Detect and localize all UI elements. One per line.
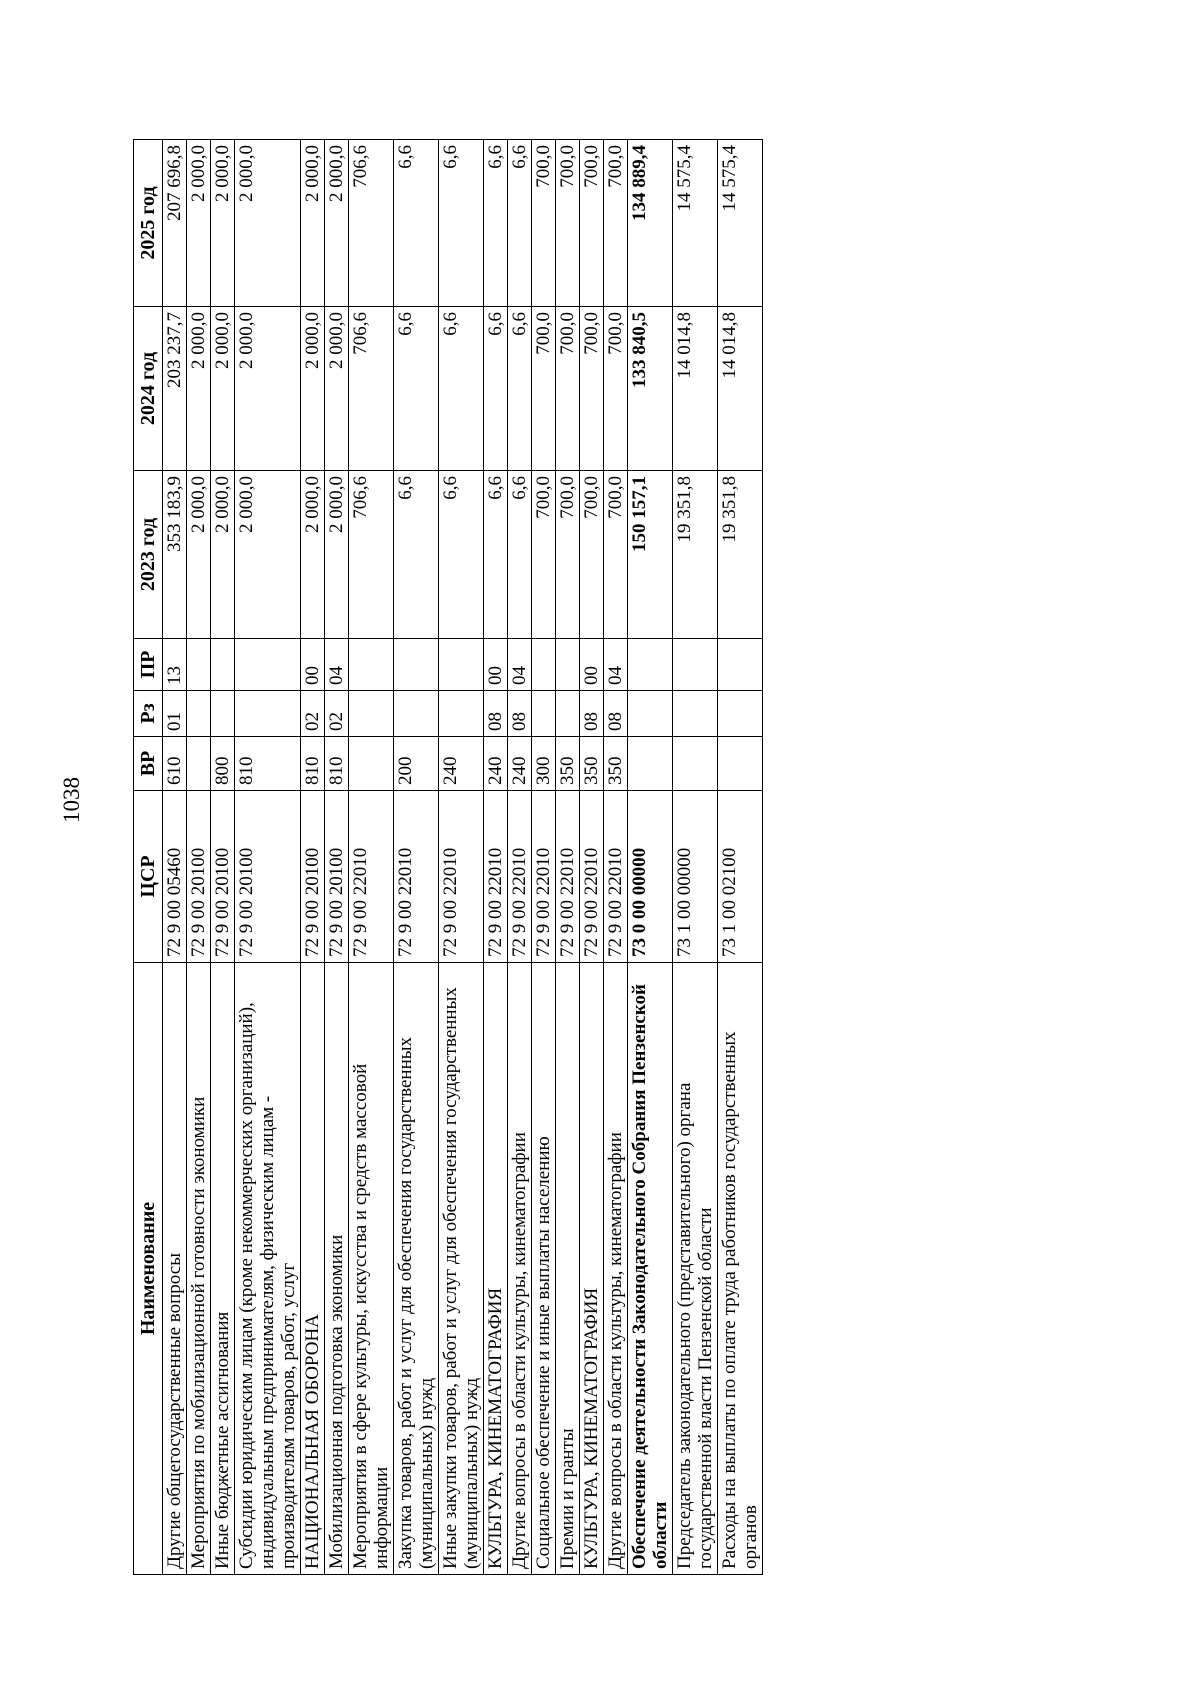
cell-2023: 2 000,0 xyxy=(211,471,235,639)
cell-pr xyxy=(532,639,556,691)
cell-2024: 2 000,0 xyxy=(211,307,235,471)
cell-2023: 2 000,0 xyxy=(325,471,349,639)
table-row xyxy=(484,140,508,1575)
header-2023: 2023 год xyxy=(134,471,163,639)
table-row xyxy=(325,140,349,1575)
cell-name: Закупка товаров, работ и услуг для обеспечения государственных (муниципальных) нужд xyxy=(394,963,439,1575)
cell-2023: 353 183,9 xyxy=(163,471,187,639)
cell-2023: 706,6 xyxy=(349,471,394,639)
cell-rz xyxy=(532,691,556,737)
cell-rz: 01 xyxy=(163,691,187,737)
header-vr: ВР xyxy=(134,737,163,791)
cell-pr: 13 xyxy=(163,639,187,691)
cell-2025: 2 000,0 xyxy=(235,140,301,307)
cell-2023: 2 000,0 xyxy=(187,471,211,639)
cell-csr: 72 9 00 20100 xyxy=(187,791,211,963)
cell-2024: 700,0 xyxy=(604,307,628,471)
table-row xyxy=(718,140,763,1575)
cell-2023: 19 351,8 xyxy=(673,471,718,639)
cell-2024: 700,0 xyxy=(532,307,556,471)
table-container xyxy=(133,140,968,1575)
cell-2025: 2 000,0 xyxy=(211,140,235,307)
cell-2024: 2 000,0 xyxy=(187,307,211,471)
cell-rz xyxy=(718,691,763,737)
cell-csr: 72 9 00 22010 xyxy=(580,791,604,963)
cell-pr xyxy=(211,639,235,691)
header-rz: Рз xyxy=(134,691,163,737)
table-row xyxy=(556,140,580,1575)
cell-name: КУЛЬТУРА, КИНЕМАТОГРАФИЯ xyxy=(484,963,508,1575)
table-row xyxy=(439,140,484,1575)
cell-2023: 19 351,8 xyxy=(718,471,763,639)
cell-csr: 72 9 00 22010 xyxy=(556,791,580,963)
cell-2024: 2 000,0 xyxy=(235,307,301,471)
cell-name: Социальное обеспечение и иные выплаты населению xyxy=(532,963,556,1575)
cell-rz: 02 xyxy=(301,691,325,737)
cell-2025: 700,0 xyxy=(532,140,556,307)
cell-vr xyxy=(187,737,211,791)
cell-2023: 6,6 xyxy=(508,471,532,639)
table-row xyxy=(187,140,211,1575)
cell-rz: 08 xyxy=(508,691,532,737)
cell-csr: 72 9 00 20100 xyxy=(301,791,325,963)
cell-2024: 700,0 xyxy=(580,307,604,471)
cell-csr: 72 9 00 22010 xyxy=(484,791,508,963)
cell-2023: 700,0 xyxy=(532,471,556,639)
cell-name: Мобилизационная подготовка экономики xyxy=(325,963,349,1575)
cell-rz: 08 xyxy=(580,691,604,737)
cell-name: Расходы на выплаты по оплате труда работников государственных органов xyxy=(718,963,763,1575)
cell-2025: 6,6 xyxy=(508,140,532,307)
table-row xyxy=(604,140,628,1575)
table-header-row xyxy=(134,140,163,1575)
cell-2025: 6,6 xyxy=(484,140,508,307)
cell-pr xyxy=(349,639,394,691)
cell-vr: 350 xyxy=(556,737,580,791)
cell-vr xyxy=(349,737,394,791)
cell-vr: 610 xyxy=(163,737,187,791)
cell-pr xyxy=(556,639,580,691)
cell-2024: 6,6 xyxy=(439,307,484,471)
cell-csr: 72 9 00 22010 xyxy=(349,791,394,963)
cell-vr: 240 xyxy=(508,737,532,791)
cell-vr xyxy=(673,737,718,791)
cell-pr xyxy=(394,639,439,691)
cell-rz: 08 xyxy=(604,691,628,737)
budget-table xyxy=(133,139,763,1575)
cell-2024: 6,6 xyxy=(394,307,439,471)
table-row xyxy=(508,140,532,1575)
cell-pr xyxy=(628,639,673,691)
cell-2023: 150 157,1 xyxy=(628,471,673,639)
page-number: 1038 xyxy=(59,777,84,823)
cell-2023: 700,0 xyxy=(556,471,580,639)
cell-2025: 2 000,0 xyxy=(301,140,325,307)
cell-csr: 72 9 00 20100 xyxy=(325,791,349,963)
cell-2025: 207 696,8 xyxy=(163,140,187,307)
cell-rz xyxy=(211,691,235,737)
cell-pr xyxy=(235,639,301,691)
cell-name: Иные бюджетные ассигнования xyxy=(211,963,235,1575)
cell-2025: 6,6 xyxy=(394,140,439,307)
table-row xyxy=(163,140,187,1575)
cell-name: Премии и гранты xyxy=(556,963,580,1575)
cell-2025: 134 889,4 xyxy=(628,140,673,307)
table-row xyxy=(235,140,301,1575)
cell-csr: 72 9 00 22010 xyxy=(532,791,556,963)
cell-rz xyxy=(187,691,211,737)
cell-pr: 04 xyxy=(508,639,532,691)
cell-vr xyxy=(718,737,763,791)
table-row xyxy=(532,140,556,1575)
cell-2024: 133 840,5 xyxy=(628,307,673,471)
cell-2024: 203 237,7 xyxy=(163,307,187,471)
cell-name: КУЛЬТУРА, КИНЕМАТОГРАФИЯ xyxy=(580,963,604,1575)
cell-vr: 240 xyxy=(439,737,484,791)
cell-csr: 72 9 00 20100 xyxy=(235,791,301,963)
cell-name: Субсидии юридическим лицам (кроме некоммерческих организаций), индивидуальным предпринимателям, физическим лицам - производителям товаров, работ, услуг xyxy=(235,963,301,1575)
cell-2025: 706,6 xyxy=(349,140,394,307)
cell-csr: 72 9 00 05460 xyxy=(163,791,187,963)
cell-rz xyxy=(556,691,580,737)
cell-csr: 72 9 00 20100 xyxy=(211,791,235,963)
cell-pr: 04 xyxy=(325,639,349,691)
cell-vr: 200 xyxy=(394,737,439,791)
cell-2023: 2 000,0 xyxy=(301,471,325,639)
table-row xyxy=(673,140,718,1575)
cell-vr: 810 xyxy=(301,737,325,791)
table-row xyxy=(580,140,604,1575)
cell-2025: 14 575,4 xyxy=(718,140,763,307)
cell-name: Мероприятия по мобилизационной готовности экономики xyxy=(187,963,211,1575)
cell-pr: 00 xyxy=(484,639,508,691)
cell-csr: 73 1 00 02100 xyxy=(718,791,763,963)
cell-vr: 350 xyxy=(580,737,604,791)
cell-2025: 2 000,0 xyxy=(187,140,211,307)
cell-pr: 04 xyxy=(604,639,628,691)
cell-rz: 02 xyxy=(325,691,349,737)
cell-2023: 2 000,0 xyxy=(235,471,301,639)
cell-2023: 6,6 xyxy=(439,471,484,639)
cell-name: Другие вопросы в области культуры, кинематографии xyxy=(508,963,532,1575)
cell-csr: 72 9 00 22010 xyxy=(394,791,439,963)
cell-2024: 14 014,8 xyxy=(718,307,763,471)
cell-2023: 700,0 xyxy=(604,471,628,639)
table-row xyxy=(349,140,394,1575)
cell-2024: 706,6 xyxy=(349,307,394,471)
cell-2024: 6,6 xyxy=(484,307,508,471)
cell-rz xyxy=(439,691,484,737)
cell-csr: 73 1 00 00000 xyxy=(673,791,718,963)
cell-2024: 700,0 xyxy=(556,307,580,471)
cell-2025: 6,6 xyxy=(439,140,484,307)
cell-name: Председатель законодательного (представительного) органа государственной власти Пензенской области xyxy=(673,963,718,1575)
cell-pr xyxy=(439,639,484,691)
cell-2023: 6,6 xyxy=(484,471,508,639)
cell-vr: 350 xyxy=(604,737,628,791)
cell-csr: 72 9 00 22010 xyxy=(604,791,628,963)
cell-name: Иные закупки товаров, работ и услуг для обеспечения государственных (муниципальных) нужд xyxy=(439,963,484,1575)
cell-pr: 00 xyxy=(301,639,325,691)
cell-2025: 2 000,0 xyxy=(325,140,349,307)
cell-2024: 14 014,8 xyxy=(673,307,718,471)
cell-pr: 00 xyxy=(580,639,604,691)
cell-2025: 700,0 xyxy=(580,140,604,307)
table-row xyxy=(301,140,325,1575)
cell-rz xyxy=(349,691,394,737)
cell-rz xyxy=(673,691,718,737)
cell-rz xyxy=(394,691,439,737)
table-row xyxy=(394,140,439,1575)
cell-pr xyxy=(187,639,211,691)
cell-2024: 6,6 xyxy=(508,307,532,471)
cell-2025: 14 575,4 xyxy=(673,140,718,307)
table-row xyxy=(211,140,235,1575)
cell-2025: 700,0 xyxy=(604,140,628,307)
cell-vr: 240 xyxy=(484,737,508,791)
cell-name: Другие вопросы в области культуры, кинематографии xyxy=(604,963,628,1575)
cell-vr: 800 xyxy=(211,737,235,791)
header-csr: ЦСР xyxy=(134,791,163,963)
cell-name: Мероприятия в сфере культуры, искусства и средств массовой информации xyxy=(349,963,394,1575)
header-name: Наименование xyxy=(134,963,163,1575)
cell-2023: 700,0 xyxy=(580,471,604,639)
cell-vr: 810 xyxy=(235,737,301,791)
cell-name: Другие общегосударственные вопросы xyxy=(163,963,187,1575)
cell-name: Обеспечение деятельности Законодательного Собрания Пензенской области xyxy=(628,963,673,1575)
cell-pr xyxy=(718,639,763,691)
cell-rz: 08 xyxy=(484,691,508,737)
table-row xyxy=(628,140,673,1575)
cell-rz xyxy=(235,691,301,737)
cell-vr: 810 xyxy=(325,737,349,791)
cell-vr xyxy=(628,737,673,791)
cell-csr: 72 9 00 22010 xyxy=(439,791,484,963)
cell-2024: 2 000,0 xyxy=(301,307,325,471)
header-2025: 2025 год xyxy=(134,140,163,307)
cell-rz xyxy=(628,691,673,737)
header-pr: ПР xyxy=(134,639,163,691)
cell-pr xyxy=(673,639,718,691)
cell-csr: 73 0 00 00000 xyxy=(628,791,673,963)
cell-csr: 72 9 00 22010 xyxy=(508,791,532,963)
header-2024: 2024 год xyxy=(134,307,163,471)
cell-2025: 700,0 xyxy=(556,140,580,307)
cell-vr: 300 xyxy=(532,737,556,791)
cell-2024: 2 000,0 xyxy=(325,307,349,471)
cell-name: НАЦИОНАЛЬНАЯ ОБОРОНА xyxy=(301,963,325,1575)
cell-2023: 6,6 xyxy=(394,471,439,639)
